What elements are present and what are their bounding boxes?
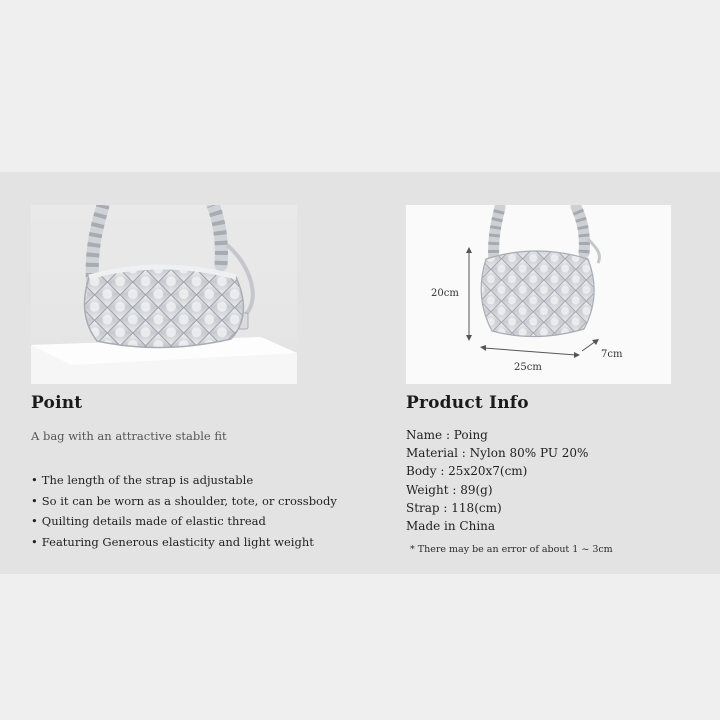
dimension-height-label: 20cm bbox=[431, 288, 459, 299]
feature-item bbox=[31, 470, 337, 491]
feature-item bbox=[31, 532, 337, 553]
bullet-icon: • bbox=[31, 514, 38, 528]
dimension-width-label: 25cm bbox=[514, 362, 542, 373]
info-body-size: Body : 25x20x7(cm) bbox=[406, 464, 528, 479]
feature-text: Featuring Generous elasticity and light weight bbox=[41, 534, 314, 549]
point-subtitle: A bag with an attractive stable fit bbox=[31, 429, 227, 443]
bullet-icon: • bbox=[31, 534, 38, 549]
product-info-heading: Product Info bbox=[406, 393, 529, 413]
bullet-icon: • bbox=[31, 473, 38, 487]
point-heading: Point bbox=[31, 393, 83, 413]
feature-text: Quilting details made of elastic thread bbox=[41, 514, 266, 528]
feature-text: The length of the strap is adjustable bbox=[41, 473, 254, 487]
info-material: Material : Nylon 80% PU 20% bbox=[406, 446, 589, 461]
bag-on-pedestal-illustration bbox=[31, 205, 297, 384]
info-name: Name : Poing bbox=[406, 428, 488, 442]
product-photo-lifestyle bbox=[31, 205, 297, 384]
dimension-depth-label: 7cm bbox=[601, 349, 623, 360]
info-weight: Weight : 89(g) bbox=[406, 482, 493, 497]
feature-list bbox=[31, 470, 337, 552]
size-error-note: * There may be an error of about 1 ~ 3cm bbox=[410, 544, 613, 555]
product-info-list bbox=[406, 426, 588, 535]
info-strap: Strap : 118(cm) bbox=[406, 500, 502, 515]
product-photo-dimensions bbox=[406, 205, 671, 384]
feature-text: So it can be worn as a shoulder, tote, or crossbody bbox=[41, 493, 337, 508]
info-origin: Made in China bbox=[406, 519, 496, 534]
feature-item bbox=[31, 491, 337, 512]
bullet-icon: • bbox=[31, 493, 38, 508]
feature-item bbox=[31, 511, 337, 532]
